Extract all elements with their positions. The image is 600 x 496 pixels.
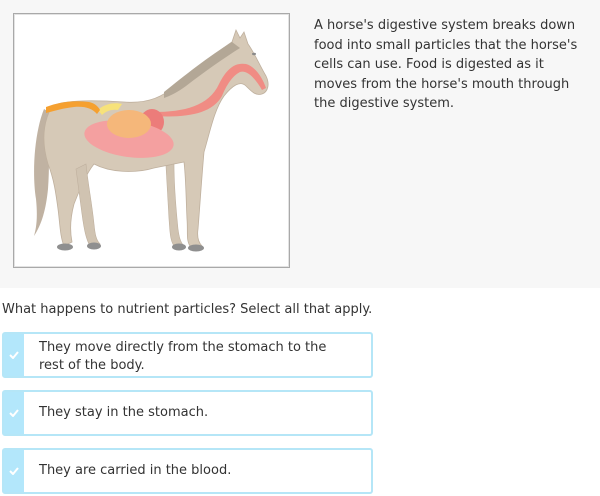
answer-option-3[interactable] xyxy=(2,448,373,494)
checkmark-icon xyxy=(9,409,19,417)
option-label: They stay in the stomach. xyxy=(39,405,209,420)
answer-option-2[interactable] xyxy=(2,390,373,436)
checkbox[interactable] xyxy=(4,334,24,376)
horse-figure xyxy=(13,13,290,268)
passage-text: A horse's digestive system breaks down food into small particles that the horse's cells can use. Food is digested as it moves from the horse's mouth through the digestive system. xyxy=(314,18,578,111)
answer-option-1[interactable] xyxy=(2,332,373,378)
checkmark-icon xyxy=(9,351,19,359)
checkmark-icon xyxy=(9,467,19,475)
checkbox[interactable] xyxy=(4,450,24,492)
horse-digestive-system-illustration xyxy=(14,14,289,267)
option-label: They move directly from the stomach to the rest of the body. xyxy=(39,340,327,373)
question-prompt: What happens to nutrient particles? Select all that apply. xyxy=(2,302,373,317)
checkbox[interactable] xyxy=(4,392,24,434)
option-label: They are carried in the blood. xyxy=(39,463,232,478)
